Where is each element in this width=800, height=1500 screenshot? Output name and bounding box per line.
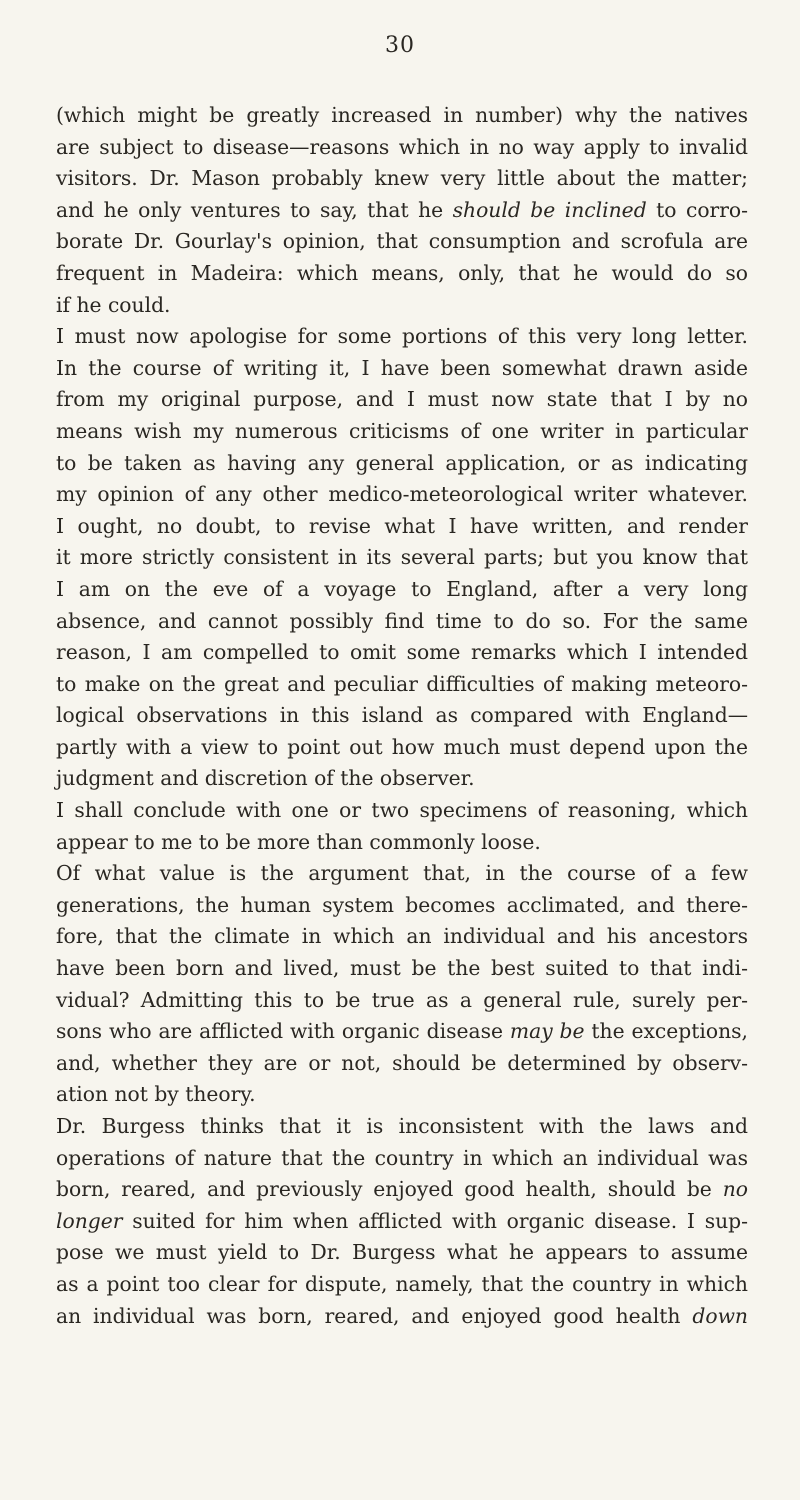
text-line: appear to me to be more than commonly loose. bbox=[56, 829, 541, 854]
text-line: vidual? Admitting this to be true as a general rule, surely per- bbox=[56, 987, 748, 1012]
text-line: and, whether they are or not, should be determined by observ- bbox=[56, 1050, 748, 1075]
text-line: partly with a view to point out how much must depend upon the bbox=[56, 734, 748, 759]
text-line: ation not by theory. bbox=[56, 1082, 256, 1107]
paragraph-2 bbox=[56, 321, 748, 795]
paragraph-4 bbox=[56, 858, 748, 1111]
text-line: absence, and cannot possibly find time to do so. For the same bbox=[56, 608, 748, 633]
paragraph-3 bbox=[56, 795, 748, 858]
text-line: fore, that the climate in which an individual and his ancestors bbox=[56, 924, 748, 949]
text-line: In the course of writing it, I have been somewhat drawn aside bbox=[56, 355, 748, 380]
text-line: as a point too clear for dispute, namely, that the country in which bbox=[56, 1271, 748, 1296]
text-line: have been born and lived, must be the best suited to that indi- bbox=[56, 956, 748, 981]
text-line: born, reared, and previously enjoyed good health, should be no bbox=[56, 1177, 748, 1202]
text-line: judgment and discretion of the observer. bbox=[56, 766, 475, 791]
text-line: sons who are afflicted with organic disease may be the exceptions, bbox=[56, 1019, 749, 1044]
text-line: frequent in Madeira: which means, only, that he would do so bbox=[56, 260, 748, 285]
paragraph-1 bbox=[56, 100, 748, 321]
text-line: Dr. Burgess thinks that it is inconsistent with the laws and bbox=[56, 1114, 748, 1138]
text-line: visitors. Dr. Mason probably knew very little about the matter; bbox=[56, 166, 748, 191]
text-line: operations of nature that the country in which an individual was bbox=[56, 1145, 748, 1170]
text-line: reason, I am compelled to omit some remarks which I intended bbox=[56, 640, 748, 665]
text-line: to be taken as having any general application, or as indicating bbox=[56, 450, 748, 475]
body-text bbox=[56, 100, 748, 1332]
text-line: it more strictly consistent in its several parts; but you know that bbox=[56, 545, 748, 570]
text-line: Of what value is the argument that, in the course of a few bbox=[56, 861, 748, 886]
text-line: an individual was born, reared, and enjoyed good health down bbox=[56, 1303, 748, 1328]
page-number: 30 bbox=[385, 33, 415, 58]
text-line: and he only ventures to say, that he should be inclined to corro- bbox=[56, 197, 748, 222]
text-line: I ought, no doubt, to revise what I have written, and render bbox=[56, 513, 748, 538]
paragraph-5 bbox=[56, 1111, 748, 1332]
text-line: I am on the eve of a voyage to England, after a very long bbox=[56, 576, 748, 601]
text-line: from my original purpose, and I must now state that I by no bbox=[56, 387, 748, 412]
text-line: longer suited for him when afflicted with organic disease. I sup- bbox=[56, 1208, 748, 1233]
text-line: (which might be greatly increased in number) why the natives bbox=[56, 103, 748, 127]
text-line: generations, the human system becomes acclimated, and there- bbox=[56, 892, 748, 917]
text-line: pose we must yield to Dr. Burgess what he appears to assume bbox=[56, 1240, 748, 1265]
text-line: I must now apologise for some portions of this very long letter. bbox=[56, 324, 748, 349]
text-line: if he could. bbox=[56, 292, 171, 317]
text-line: are subject to disease—reasons which in no way apply to invalid bbox=[56, 134, 748, 159]
text-line: means wish my numerous criticisms of one writer in particular bbox=[56, 418, 748, 443]
text-line: to make on the great and peculiar difficulties of making meteoro- bbox=[56, 671, 748, 696]
text-line: my opinion of any other medico-meteorological writer whatever. bbox=[56, 482, 748, 507]
text-line: I shall conclude with one or two specimens of reasoning, which bbox=[56, 798, 748, 823]
text-line: borate Dr. Gourlay's opinion, that consumption and scrofula are bbox=[56, 229, 748, 254]
text-line: logical observations in this island as compared with England— bbox=[56, 703, 748, 728]
